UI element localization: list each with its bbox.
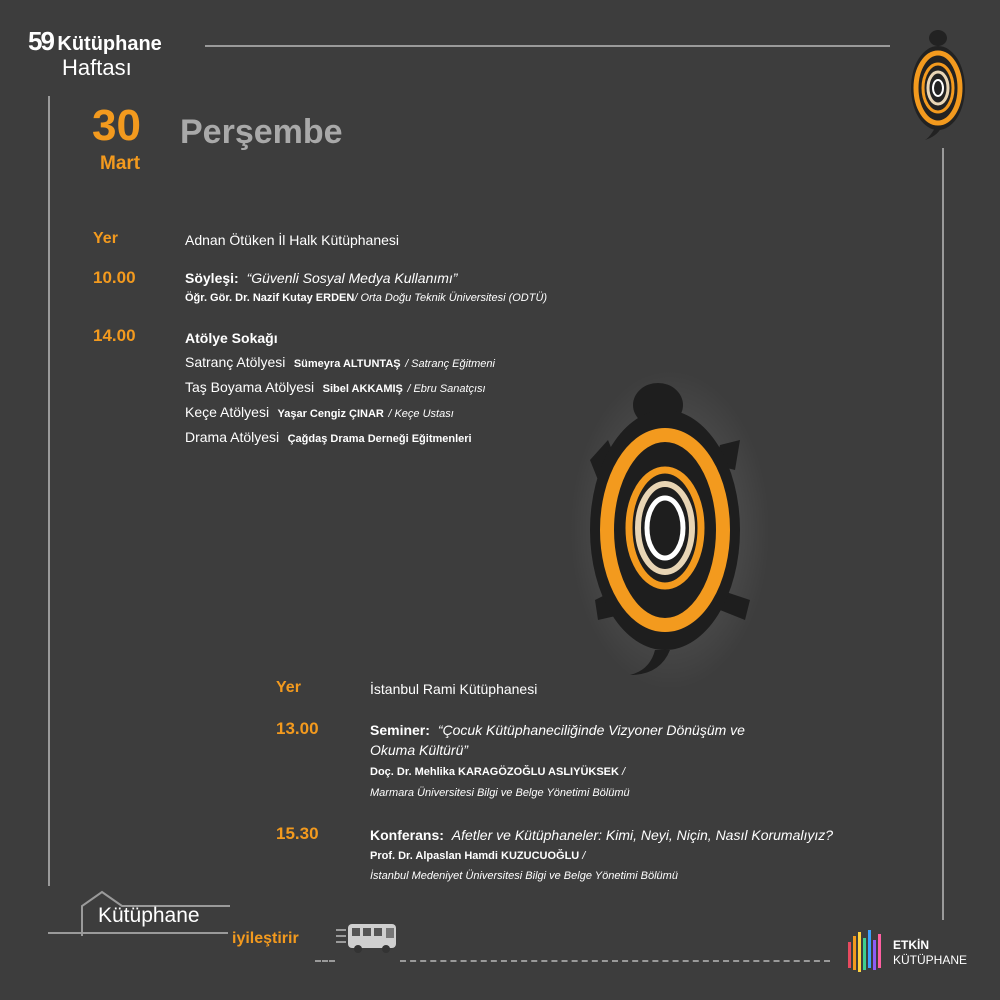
workshop-name: Keçe Atölyesi [185,404,270,420]
event-time-1300: 13.00 [276,719,319,738]
logo-number: 59 [28,26,53,56]
workshop-name: Drama Atölyesi [185,429,280,445]
event-speaker-line-1000 [185,292,547,304]
frame-bottom-dash-1 [315,960,335,962]
event-time-1000: 10.00 [93,268,136,287]
bookmobile-bus-icon [336,920,402,956]
slogan-word: Kütüphane [98,904,200,927]
frame-left-line [48,96,50,886]
event-type: Konferans: [370,827,444,843]
date-month: Mart [100,153,141,174]
workshop-person: Sümeyra ALTUNTAŞ [293,358,401,370]
workshop-role: / Ebru Sanatçısı [407,383,486,395]
place-label-1: Yer [93,230,118,247]
speaker-slash: / [582,850,586,862]
workshop-person: Çağdaş Drama Derneği Eğitmenleri [287,433,472,445]
event-time-1530: 15.30 [276,824,319,843]
event-title-part1: “Çocuk Kütüphaneciliğinde Vizyoner Dönüşüm ve [437,722,745,738]
workshop-name: Taş Boyama Atölyesi [185,379,315,395]
workshop-role: / Satranç Eğitmeni [405,358,495,370]
event-type: Söyleşi: [185,270,239,286]
event-title: “Güvenli Sosyal Medya Kullanımı” [246,270,458,286]
speaker-name: Öğr. Gör. Dr. Nazif Kutay ERDEN [185,292,355,304]
event-time-1400: 14.00 [93,326,136,345]
event-title-line-1300 [370,722,745,738]
frame-bottom-dash-2 [400,960,830,962]
speaker-name: Doç. Dr. Mehlika KARAGÖZOĞLU ASLIYÜKSEK [370,766,619,778]
event-title: Afetler ve Kütüphaneler: Kimi, Neyi, Niçin, Nasıl Korumalıyız? [451,827,834,843]
date-weekday: Perşembe [180,113,343,151]
turtle-illustration-icon [570,370,770,690]
workshop-item [185,379,486,397]
brand-top: ETKİN [893,938,929,952]
place-label-2: Yer [276,679,301,696]
frame-right-line [942,148,944,920]
event-type: Seminer: [370,722,430,738]
logo-sub: Haftası [62,55,132,80]
frame-top-line [205,45,890,47]
workshop-role: / Keçe Ustası [388,408,454,420]
workshop-item [185,404,454,422]
brand-bottom: KÜTÜPHANE [893,953,968,967]
turtle-logo-icon [905,28,971,142]
logo-word: Kütüphane [57,33,162,55]
date-day: 30 [92,101,141,150]
speaker-affiliation: / Orta Doğu Teknik Üniversitesi (ODTÜ) [354,292,548,304]
etkin-kutuphane-logo-icon [846,928,886,974]
slogan-rest: iyileştirir [232,930,299,947]
event-title-line-1000 [185,270,457,286]
speaker-name: Prof. Dr. Alpaslan Hamdi KUZUCUOĞLU [370,850,580,862]
place-value-1: Adnan Ötüken İl Halk Kütüphanesi [185,232,400,248]
speaker-affiliation: İstanbul Medeniyet Üniversitesi Bilgi ve Belge Yönetimi Bölümü [370,870,678,882]
event-title-line-1530 [370,827,833,843]
event-title-1400: Atölye Sokağı [185,330,278,346]
place-value-2: İstanbul Rami Kütüphanesi [370,681,538,697]
workshop-person: Yaşar Cengiz ÇINAR [277,408,384,420]
workshop-item [185,429,472,447]
event-speaker-line-1300 [370,766,625,778]
workshop-name: Satranç Atölyesi [185,354,286,370]
speaker-slash: / [622,766,626,778]
speaker-affiliation: Marmara Üniversitesi Bilgi ve Belge Yönetimi Bölümü [370,787,630,799]
workshop-item [185,354,495,372]
event-speaker-line-1530 [370,850,585,862]
event-title-part2: Okuma Kültürü” [370,742,469,758]
workshop-person: Sibel AKKAMIŞ [322,383,403,395]
event-logo [28,26,162,57]
